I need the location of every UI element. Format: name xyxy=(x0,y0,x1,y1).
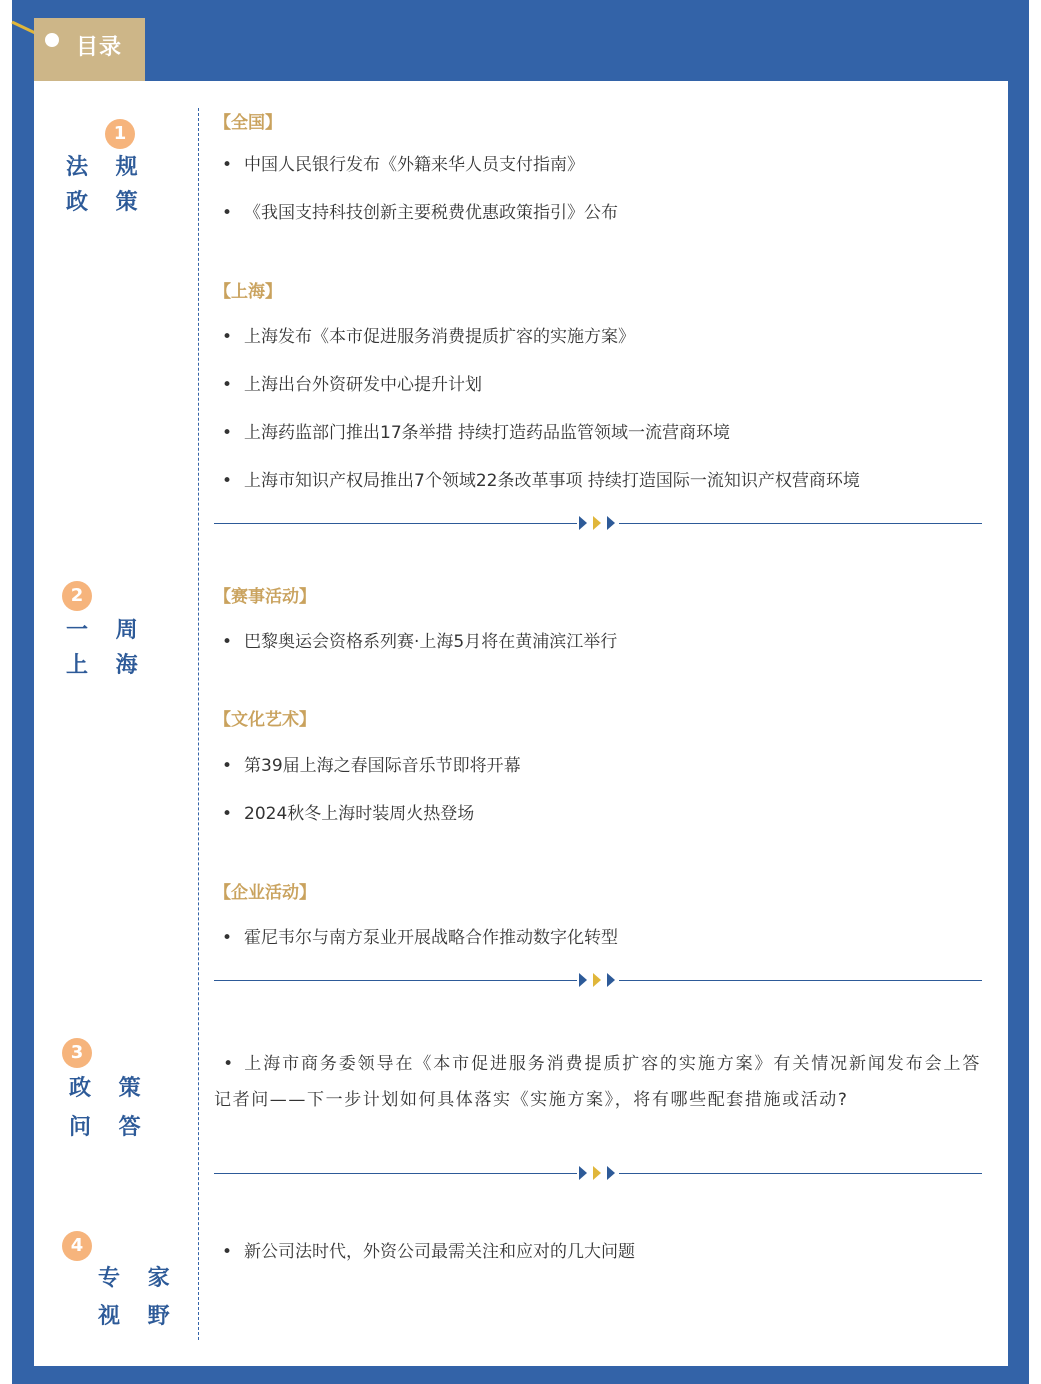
section-number: 3 xyxy=(62,1038,92,1068)
section-divider xyxy=(214,513,982,533)
bullet: • xyxy=(223,1054,235,1074)
bullet: • xyxy=(222,155,233,175)
category-heading: 【全国】 xyxy=(214,113,282,133)
triple-arrow-icon xyxy=(577,513,619,533)
page-title: 目录 xyxy=(76,35,123,60)
section-divider xyxy=(214,1163,982,1183)
bullet: • xyxy=(222,327,233,347)
category-heading: 【赛事活动】 xyxy=(214,587,316,607)
bullet: • xyxy=(222,471,233,491)
tab-dot-icon xyxy=(45,33,59,47)
item-text: 新公司法时代，外资公司最需关注和应对的几大问题 xyxy=(244,1242,635,1262)
bullet: • xyxy=(222,632,233,652)
list-item[interactable] xyxy=(222,201,618,225)
section-label-line2: 政 策 xyxy=(66,190,148,215)
category-heading: 【上海】 xyxy=(214,282,282,302)
item-text: 上海市知识产权局推出7个领域22条改革事项 持续打造国际一流知识产权营商环境 xyxy=(244,471,860,491)
list-item[interactable] xyxy=(222,325,635,349)
category-heading: 【企业活动】 xyxy=(214,883,316,903)
dashed-vertical-divider xyxy=(198,108,199,1340)
section-label-line1: 一 周 xyxy=(66,618,148,643)
triple-arrow-icon xyxy=(577,970,619,990)
section-label-line1: 法 规 xyxy=(66,155,148,180)
item-text: 巴黎奥运会资格系列赛·上海5月将在黄浦滨江举行 xyxy=(244,632,618,652)
section-label-line1: 政 策 xyxy=(69,1076,151,1101)
item-text: 上海市商务委领导在《本市促进服务消费提质扩容的实施方案》有关情况新闻发布会上答记者问——下一步计划如何具体落实《实施方案》，将有哪些配套措施或活动? xyxy=(214,1054,981,1110)
bottom-border xyxy=(12,1366,1029,1384)
list-item[interactable] xyxy=(222,630,617,654)
left-border xyxy=(12,0,34,1384)
bullet: • xyxy=(222,1242,233,1262)
list-item[interactable] xyxy=(222,373,482,397)
item-text: 霍尼韦尔与南方泵业开展战略合作推动数字化转型 xyxy=(244,928,618,948)
section-divider xyxy=(214,970,982,990)
section-number: 4 xyxy=(62,1231,92,1261)
category-heading: 【文化艺术】 xyxy=(214,710,316,730)
item-text: 上海药监部门推出17条举措 持续打造药品监管领域一流营商环境 xyxy=(244,423,731,443)
bullet: • xyxy=(222,203,233,223)
section-number: 2 xyxy=(62,581,92,611)
item-text: 上海发布《本市促进服务消费提质扩容的实施方案》 xyxy=(244,327,635,347)
triple-arrow-icon xyxy=(577,1163,619,1183)
bullet: • xyxy=(222,804,233,824)
bullet: • xyxy=(222,756,233,776)
section-label-line1: 专 家 xyxy=(98,1266,180,1291)
item-text: 2024秋冬上海时装周火热登场 xyxy=(244,804,475,824)
list-item[interactable] xyxy=(222,754,521,778)
bullet: • xyxy=(222,375,233,395)
section-label-line2: 视 野 xyxy=(98,1304,180,1329)
section-number: 1 xyxy=(105,119,135,149)
list-item[interactable] xyxy=(222,153,584,177)
right-border xyxy=(1008,0,1029,1384)
bullet: • xyxy=(222,928,233,948)
section-label-line2: 上 海 xyxy=(66,653,148,678)
list-item[interactable] xyxy=(222,469,860,493)
item-text: 《我国支持科技创新主要税费优惠政策指引》公布 xyxy=(244,203,618,223)
item-text: 第39届上海之春国际音乐节即将开幕 xyxy=(244,756,521,776)
list-item[interactable] xyxy=(222,1240,635,1264)
list-item[interactable] xyxy=(222,421,730,445)
item-text: 中国人民银行发布《外籍来华人员支付指南》 xyxy=(244,155,584,175)
item-text: 上海出台外资研发中心提升计划 xyxy=(244,375,482,395)
list-item[interactable] xyxy=(222,802,474,826)
top-border xyxy=(12,0,1029,81)
section-label-line2: 问 答 xyxy=(69,1115,151,1140)
list-item[interactable] xyxy=(222,926,618,950)
list-item[interactable] xyxy=(214,1046,981,1118)
bullet: • xyxy=(222,423,233,443)
